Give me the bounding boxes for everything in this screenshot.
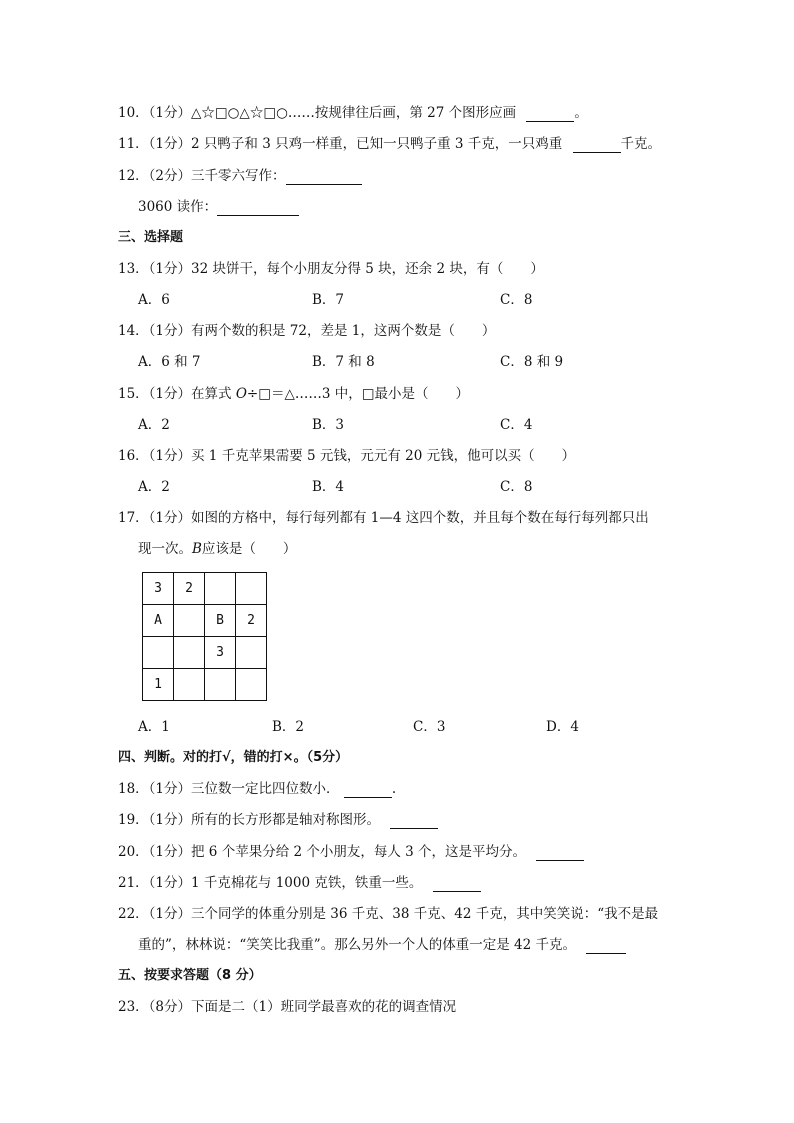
question-16: 16．（1分）买 1 千克苹果需要 5 元钱，元元有 20 元钱，他可以买（ ） <box>118 448 576 464</box>
grid-row <box>143 573 267 605</box>
grid-cell <box>174 605 205 637</box>
grid-cell: 2 <box>236 605 267 637</box>
question-12 <box>118 167 362 185</box>
question-14: 14．（1分）有两个数的积是 72，差是 1，这两个数是（ ） <box>118 323 496 339</box>
question-text: 18．（1分）三位数一定比四位数小． <box>118 781 340 797</box>
grid-cell <box>236 669 267 701</box>
answer-blank[interactable] <box>573 138 621 153</box>
question-text: 12．（2分）三千零六写作： <box>118 168 286 184</box>
option-b[interactable]: B．7 <box>312 292 345 308</box>
option-b[interactable]: B．4 <box>312 479 345 495</box>
option-c[interactable]: C．4 <box>500 417 533 433</box>
question-10 <box>118 104 588 122</box>
question-tail: . <box>391 781 397 797</box>
section-heading-choice: 三、选择题 <box>118 230 184 245</box>
question-text: 现一次。 <box>138 541 192 557</box>
answer-blank[interactable] <box>586 939 626 954</box>
option-b[interactable]: B．7 和 8 <box>312 354 375 370</box>
option-a[interactable]: A．2 <box>138 479 170 495</box>
question-21 <box>118 874 481 892</box>
question-12-sub <box>138 198 299 216</box>
question-tail: 千克。 <box>620 136 662 152</box>
question-20 <box>118 843 584 861</box>
answer-blank[interactable] <box>536 846 584 861</box>
option-a[interactable]: A．6 和 7 <box>138 354 201 370</box>
answer-blank[interactable] <box>526 107 574 122</box>
grid-cell <box>174 637 205 669</box>
question-tail: 。 <box>574 105 588 121</box>
grid-cell <box>143 637 174 669</box>
question-11 <box>118 135 661 153</box>
grid-cell <box>236 573 267 605</box>
question-19 <box>118 811 438 829</box>
option-c[interactable]: C．3 <box>413 719 446 735</box>
question-text: 15．（1分）在算式 <box>118 386 236 402</box>
question-22-line2 <box>138 936 626 954</box>
option-a[interactable]: A．2 <box>138 417 170 433</box>
question-text: ÷□＝△……3 中，□最小是（ ） <box>246 386 469 402</box>
grid-row <box>143 637 267 669</box>
grid-cell <box>205 669 236 701</box>
question-variable: O <box>235 386 247 402</box>
grid-cell: 3 <box>143 573 174 605</box>
question-text: 3060 读作： <box>138 199 218 215</box>
section-heading-answer: 五、按要求答题（8 分） <box>118 968 262 983</box>
option-c[interactable]: C．8 <box>500 292 533 308</box>
grid-cell <box>174 669 205 701</box>
question-text: 11．（1分）2 只鸭子和 3 只鸡一样重，已知一只鸭子重 3 千克，一只鸡重 <box>118 136 563 152</box>
option-c[interactable]: C．8 和 9 <box>500 354 564 370</box>
option-a[interactable]: A．6 <box>138 292 170 308</box>
answer-blank[interactable] <box>344 783 392 798</box>
number-grid <box>142 572 267 701</box>
question-text: 21．（1分）1 千克棉花与 1000 克铁，铁重一些。 <box>118 875 423 891</box>
answer-blank[interactable] <box>286 170 362 185</box>
question-variable: B <box>192 541 202 557</box>
question-18 <box>118 780 396 798</box>
grid-cell: A <box>143 605 174 637</box>
answer-blank[interactable] <box>390 814 438 829</box>
grid-cell: B <box>205 605 236 637</box>
question-23: 23．（8分）下面是二（1）班同学最喜欢的花的调查情况 <box>118 999 457 1015</box>
grid-cell <box>236 637 267 669</box>
option-c[interactable]: C．8 <box>500 479 533 495</box>
question-text: 重的”，林林说：“笑笑比我重”。那么另外一个人的体重一定是 42 千克。 <box>138 937 576 953</box>
question-17-line2 <box>138 540 296 558</box>
grid-cell: 3 <box>205 637 236 669</box>
question-text: 20．（1分）把 6 个苹果分给 2 个小朋友，每人 3 个，这是平均分。 <box>118 844 527 860</box>
option-a[interactable]: A．1 <box>138 719 170 735</box>
question-text: 10．（1分）△☆□○△☆□○……按规律往后画，第 27 个图形应画 <box>118 105 517 121</box>
question-text: 19．（1分）所有的长方形都是轴对称图形。 <box>118 812 381 828</box>
question-22: 22．（1分）三个同学的体重分别是 36 千克、38 千克、42 千克，其中笑笑说：“我不是最 <box>118 906 659 922</box>
grid-cell: 1 <box>143 669 174 701</box>
grid-row <box>143 669 267 701</box>
option-d[interactable]: D．4 <box>546 719 579 735</box>
option-b[interactable]: B．3 <box>312 417 345 433</box>
option-b[interactable]: B．2 <box>272 719 305 735</box>
question-15 <box>118 385 469 403</box>
answer-blank[interactable] <box>433 877 481 892</box>
answer-blank[interactable] <box>217 201 299 216</box>
grid-cell: 2 <box>174 573 205 605</box>
section-heading-judge: 四、判断。对的打√，错的打×。（5分） <box>118 750 349 765</box>
question-text: 应该是（ ） <box>201 541 297 557</box>
question-17: 17．（1分）如图的方格中，每行每列都有 1—4 这四个数，并且每个数在每行每列都只出 <box>118 510 649 526</box>
grid-cell <box>205 573 236 605</box>
grid-row <box>143 605 267 637</box>
question-13: 13．（1分）32 块饼干，每个小朋友分得 5 块，还余 2 块，有（ ） <box>118 261 544 277</box>
